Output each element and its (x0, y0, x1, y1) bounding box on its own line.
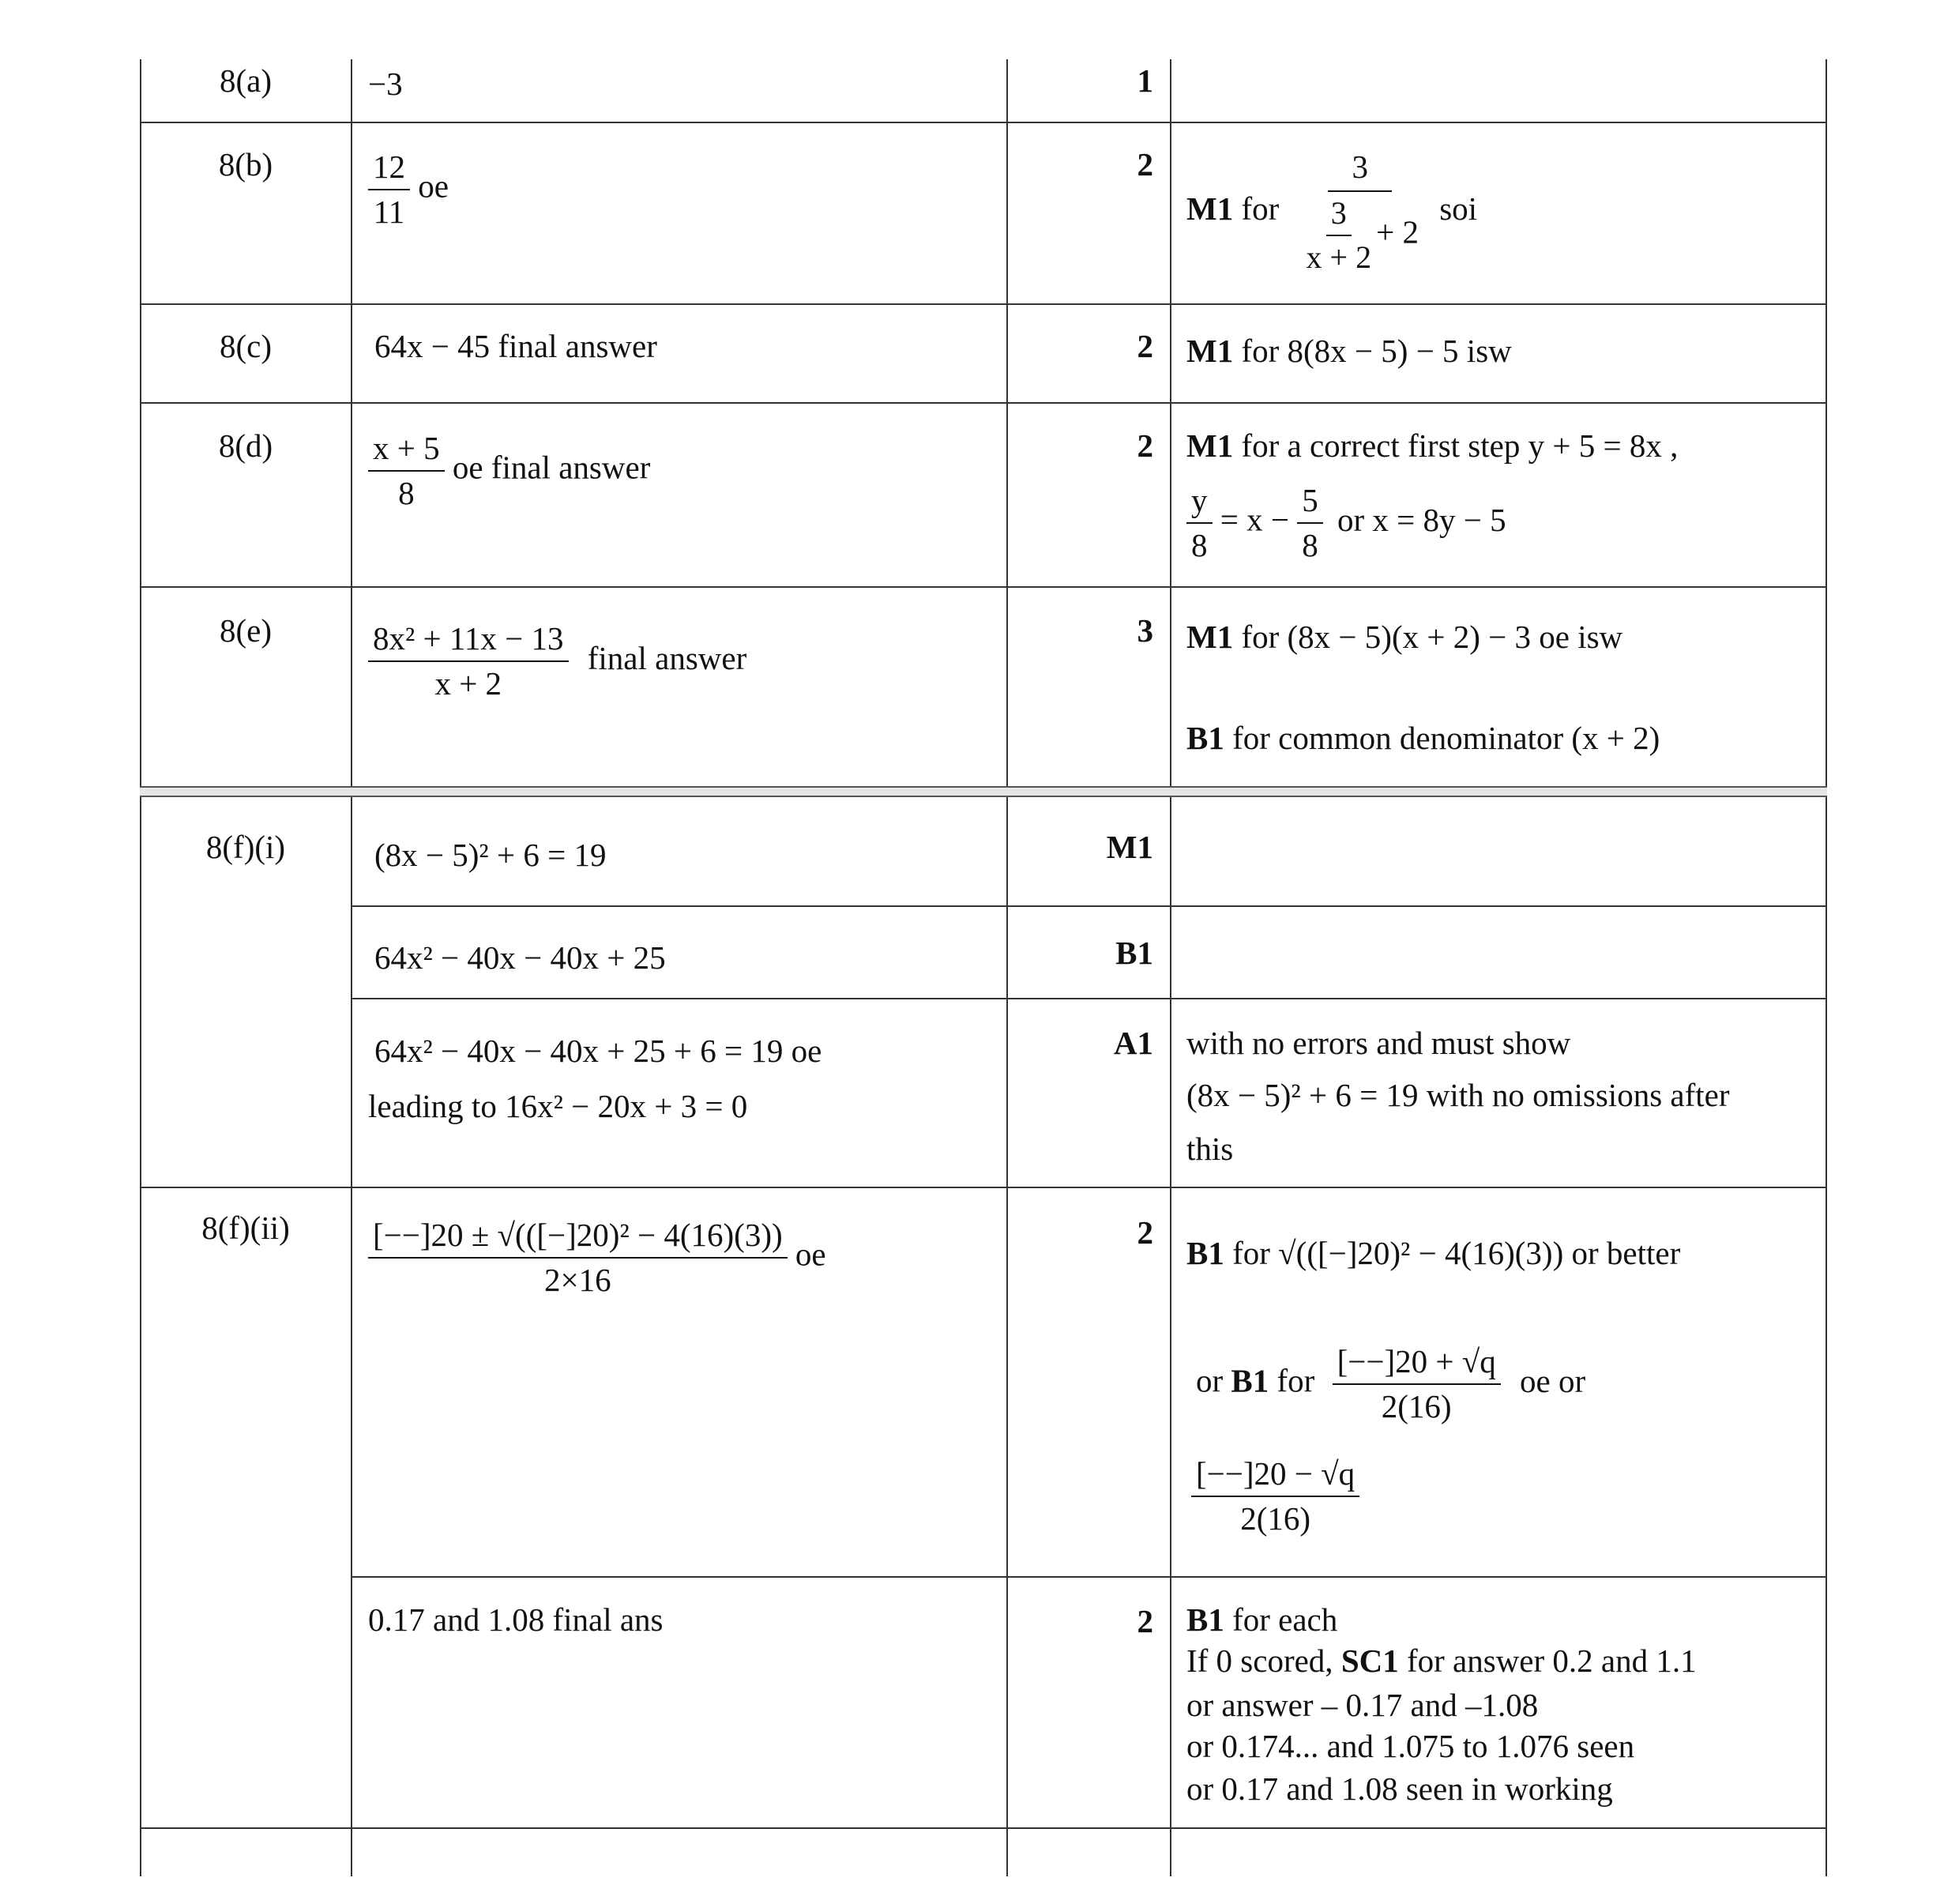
row-rule (140, 1187, 1827, 1188)
guidance-text (1186, 335, 1512, 367)
question-number: 8(a) (219, 62, 272, 99)
marks: 3 (1137, 612, 1153, 649)
guidance-body: for answer 0.2 and 1.1 (1406, 1642, 1697, 1679)
inner-denominator: x + 2 (1306, 239, 1372, 276)
answer-text: 64x − 45 final answer (374, 328, 657, 364)
guidance-for: for (1277, 1362, 1315, 1399)
mark-code: B1 (1186, 720, 1224, 756)
guidance-text (1186, 482, 1506, 564)
mark-code: M1 (1186, 619, 1234, 655)
marks: 2 (1137, 1214, 1153, 1251)
row-rule (140, 122, 1827, 123)
numerator: [−−]20 ± √(([−]20)² − 4(16)(3)) (368, 1217, 788, 1259)
guidance-body: for (8x − 5)(x + 2) − 3 oe isw (1241, 619, 1623, 655)
guidance-body: for 8(8x − 5) − 5 isw (1241, 333, 1512, 369)
inner-numerator: 3 (1326, 195, 1352, 236)
row-rule (140, 586, 1827, 588)
question-number: 8(f)(i) (205, 829, 286, 865)
table-border-right (1826, 59, 1827, 1876)
guidance-body: for each (1232, 1601, 1338, 1638)
guidance-suffix: soi (1439, 190, 1478, 227)
guidance-text (1191, 1455, 1359, 1537)
answer-text: −3 (368, 66, 403, 102)
answer-text: 64x² − 40x − 40x + 25 + 6 = 19 oe (374, 1033, 822, 1069)
guidance-text: or answer – 0.17 and –1.08 (1186, 1687, 1539, 1723)
row-rule (351, 905, 1827, 907)
marks: 2 (1137, 1603, 1153, 1639)
mark-code: M1 (1186, 190, 1234, 227)
guidance-prefix: or (1196, 1362, 1224, 1399)
guidance-text (1186, 1642, 1697, 1679)
question-number: 8(e) (219, 612, 272, 649)
question-number: 8(f)(ii) (201, 1210, 290, 1246)
answer-fraction (368, 430, 650, 512)
guidance-text (1186, 1601, 1338, 1638)
answer-fraction (368, 1217, 826, 1299)
numerator: 3 (1328, 149, 1392, 192)
mark-code: M1 (1186, 333, 1234, 369)
marks: 2 (1137, 427, 1153, 464)
numerator: [−−]20 − √q (1191, 1455, 1359, 1497)
mark-code: SC1 (1340, 1642, 1399, 1679)
mark-code: B1 (1186, 1235, 1224, 1271)
guidance-text: or 0.174... and 1.075 to 1.076 seen (1186, 1728, 1635, 1764)
answer-fraction (368, 620, 746, 702)
row-rule (351, 998, 1827, 999)
answer-suffix: oe final answer (452, 449, 651, 486)
denominator: x + 2 (434, 665, 502, 702)
table-divider-3 (1170, 59, 1171, 1876)
guidance-text (1186, 427, 1679, 464)
guidance-tail: or x = 8y − 5 (1337, 501, 1506, 538)
mark-code: M1 (1186, 427, 1234, 464)
table-divider-1 (351, 59, 352, 1876)
marks: 1 (1137, 62, 1153, 99)
guidance-text: this (1186, 1131, 1234, 1167)
denominator: 8 (398, 475, 415, 512)
answer-text: leading to 16x² − 20x + 3 = 0 (368, 1088, 748, 1124)
answer-suffix: oe (418, 167, 449, 205)
answer-text: 0.17 and 1.08 final ans (368, 1601, 664, 1638)
marks: A1 (1113, 1025, 1153, 1061)
answer-text: 64x² − 40x − 40x + 25 (374, 939, 666, 976)
denominator: 2×16 (544, 1262, 611, 1299)
denominator: 8 (1191, 527, 1208, 564)
row-rule (140, 1827, 1827, 1829)
answer-suffix: final answer (587, 639, 747, 676)
guidance-text (1186, 1237, 1680, 1270)
guidance-suffix: oe or (1520, 1362, 1586, 1399)
guidance-text: with no errors and must show (1186, 1025, 1571, 1061)
marks: B1 (1115, 935, 1153, 971)
numerator: x + 5 (368, 430, 445, 472)
guidance-text: or 0.17 and 1.08 seen in working (1186, 1770, 1613, 1807)
row-rule (140, 303, 1827, 305)
plus-two: + 2 (1376, 213, 1419, 250)
guidance-text (1186, 621, 1622, 653)
mark-code: B1 (1231, 1362, 1269, 1399)
answer-fraction (368, 149, 449, 231)
answer-text: (8x − 5)² + 6 = 19 (374, 837, 607, 873)
guidance-prefix: If 0 scored, (1186, 1642, 1333, 1679)
numerator: y (1186, 482, 1213, 524)
row-rule (140, 402, 1827, 404)
numerator: [−−]20 + √q (1333, 1343, 1501, 1385)
guidance-middle: = x − (1220, 501, 1289, 538)
table-divider-2 (1006, 59, 1008, 1876)
question-number: 8(c) (219, 328, 272, 364)
guidance-text (1196, 1343, 1585, 1425)
guidance-body: for a correct first step y + 5 = 8x , (1241, 427, 1679, 464)
row-rule (351, 1576, 1827, 1578)
denominator: 11 (373, 194, 405, 231)
denominator: 2(16) (1381, 1388, 1452, 1425)
numerator: 5 (1297, 482, 1323, 524)
denominator: 2(16) (1240, 1500, 1310, 1537)
guidance-text (1186, 149, 1477, 276)
mark-code: B1 (1186, 1601, 1224, 1638)
guidance-for: for (1241, 190, 1280, 227)
guidance-text: (8x − 5)² + 6 = 19 with no omissions after (1186, 1077, 1730, 1113)
answer-suffix: oe (795, 1236, 826, 1273)
numerator: 12 (368, 149, 410, 190)
guidance-body: for √(([−]20)² − 4(16)(3)) or better (1232, 1235, 1681, 1271)
denominator: 8 (1302, 527, 1318, 564)
marks: 2 (1137, 328, 1153, 364)
marks: 2 (1137, 146, 1153, 182)
guidance-text (1186, 722, 1660, 754)
guidance-body: for common denominator (x + 2) (1232, 720, 1660, 756)
question-number: 8(d) (218, 427, 273, 464)
section-separator (140, 786, 1827, 797)
marks: M1 (1106, 829, 1153, 865)
numerator: 8x² + 11x − 13 (368, 620, 569, 662)
question-number: 8(b) (218, 146, 273, 182)
